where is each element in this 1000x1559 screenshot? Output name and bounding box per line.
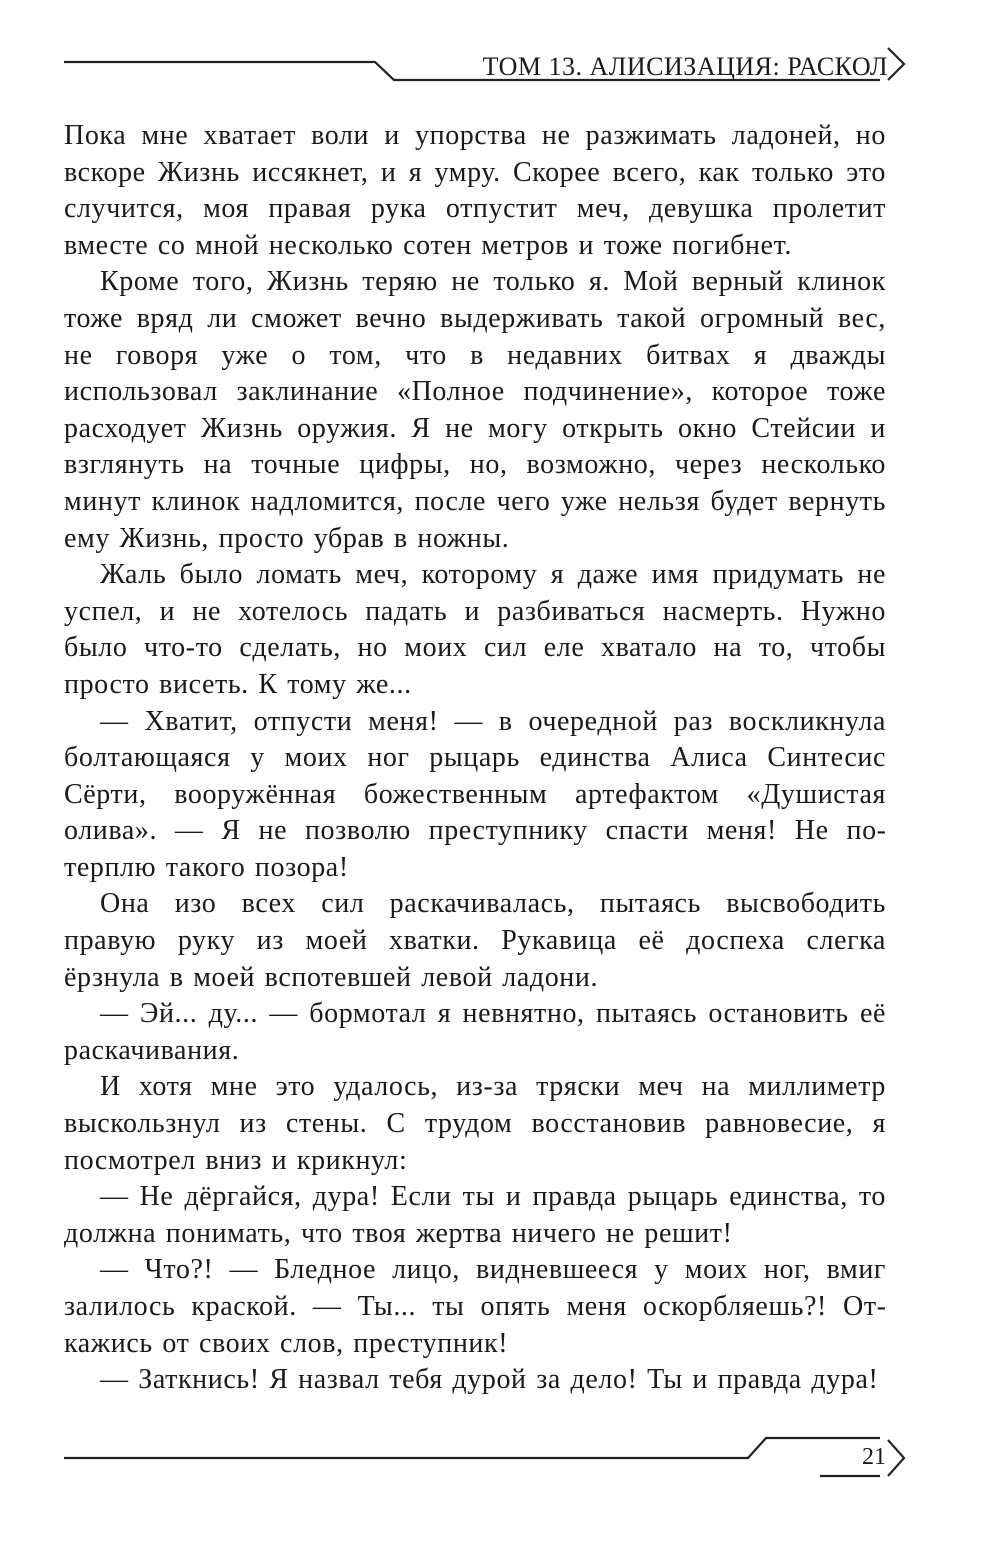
running-title: ТОМ 13. АЛИСИЗАЦИЯ: РАСКОЛ xyxy=(482,52,888,81)
page-body xyxy=(64,118,886,1399)
footer-rule-decoration xyxy=(0,1420,1000,1500)
paragraph: Жаль было ломать меч, которому я даже имя придумать не успел, и не хотелось падать и разбиваться насмерть. Нужно было что-то сделать, но моих сил еле хватало на то, чтобы просто висеть. К тому же... xyxy=(64,559,886,700)
dialogue-paragraph: — Эй... ду... — бормотал я невнятно, пытаясь остановить её раскачивания. xyxy=(64,998,886,1066)
dialogue-paragraph: — Заткнись! Я назвал тебя дурой за дело! Ты и правда дура! xyxy=(100,1364,879,1396)
page-header xyxy=(0,0,1000,110)
paragraph: И хотя мне это удалось, из-за тряски меч на миллиметр выскользнул из стены. С трудом восстановив равновесие, я посмотрел вниз и крикнул: xyxy=(64,1071,886,1176)
dialogue-paragraph: — Хватит, отпусти меня! — в очередной раз воскликнула болтающаяся у моих ног рыцарь единства Алиса Синтесис Сёрти, вооружённая божественным артефактом «Душистая олива». — Я не позволю преступнику спасти меня! Не потерплю такого позора! xyxy=(64,705,886,883)
paragraph: Кроме того, Жизнь теряю не только я. Мой верный клинок тоже вряд ли сможет вечно выдерживать такой огромный вес, не говоря уже о том, что в недавних битвах я дважды использовал заклинание «Полное подчинение», которое тоже расходует Жизнь оружия. Я не могу открыть окно Стейсии и взглянуть на точные цифры, но, возможно, через несколько минут клинок надломится, после чего уже нельзя будет вернуть ему Жизнь, просто убрав в ножны. xyxy=(64,266,886,554)
chevron-right-icon xyxy=(888,1440,904,1476)
page-number: 21 xyxy=(862,1444,886,1470)
dialogue-paragraph: — Что?! — Бледное лицо, видневшееся у моих ног, вмиг залилось краской. — Ты... ты опять меня оскорбляешь?! Откажись от своих слов, преступник! xyxy=(64,1254,886,1359)
paragraph: Пока мне хватает воли и упорства не разжимать ладоней, но вскоре Жизнь иссякнет, и я умру. Скорее всего, как только это случится, моя правая рука отпустит меч, девушка пролетит вместе со мной несколько сотен метров и тоже погибнет. xyxy=(64,120,886,261)
paragraph: Она изо всех сил раскачивалась, пытаясь высвободить правую руку из моей хватки. Рукавица её доспеха слегка ёрзнула в моей вспотевшей левой ладони. xyxy=(64,888,886,993)
chevron-right-icon xyxy=(888,48,904,80)
page-footer xyxy=(0,1420,1000,1500)
dialogue-paragraph: — Не дёргайся, дура! Если ты и правда рыцарь единства, то должна понимать, что твоя жертва ничего не решит! xyxy=(64,1181,886,1249)
